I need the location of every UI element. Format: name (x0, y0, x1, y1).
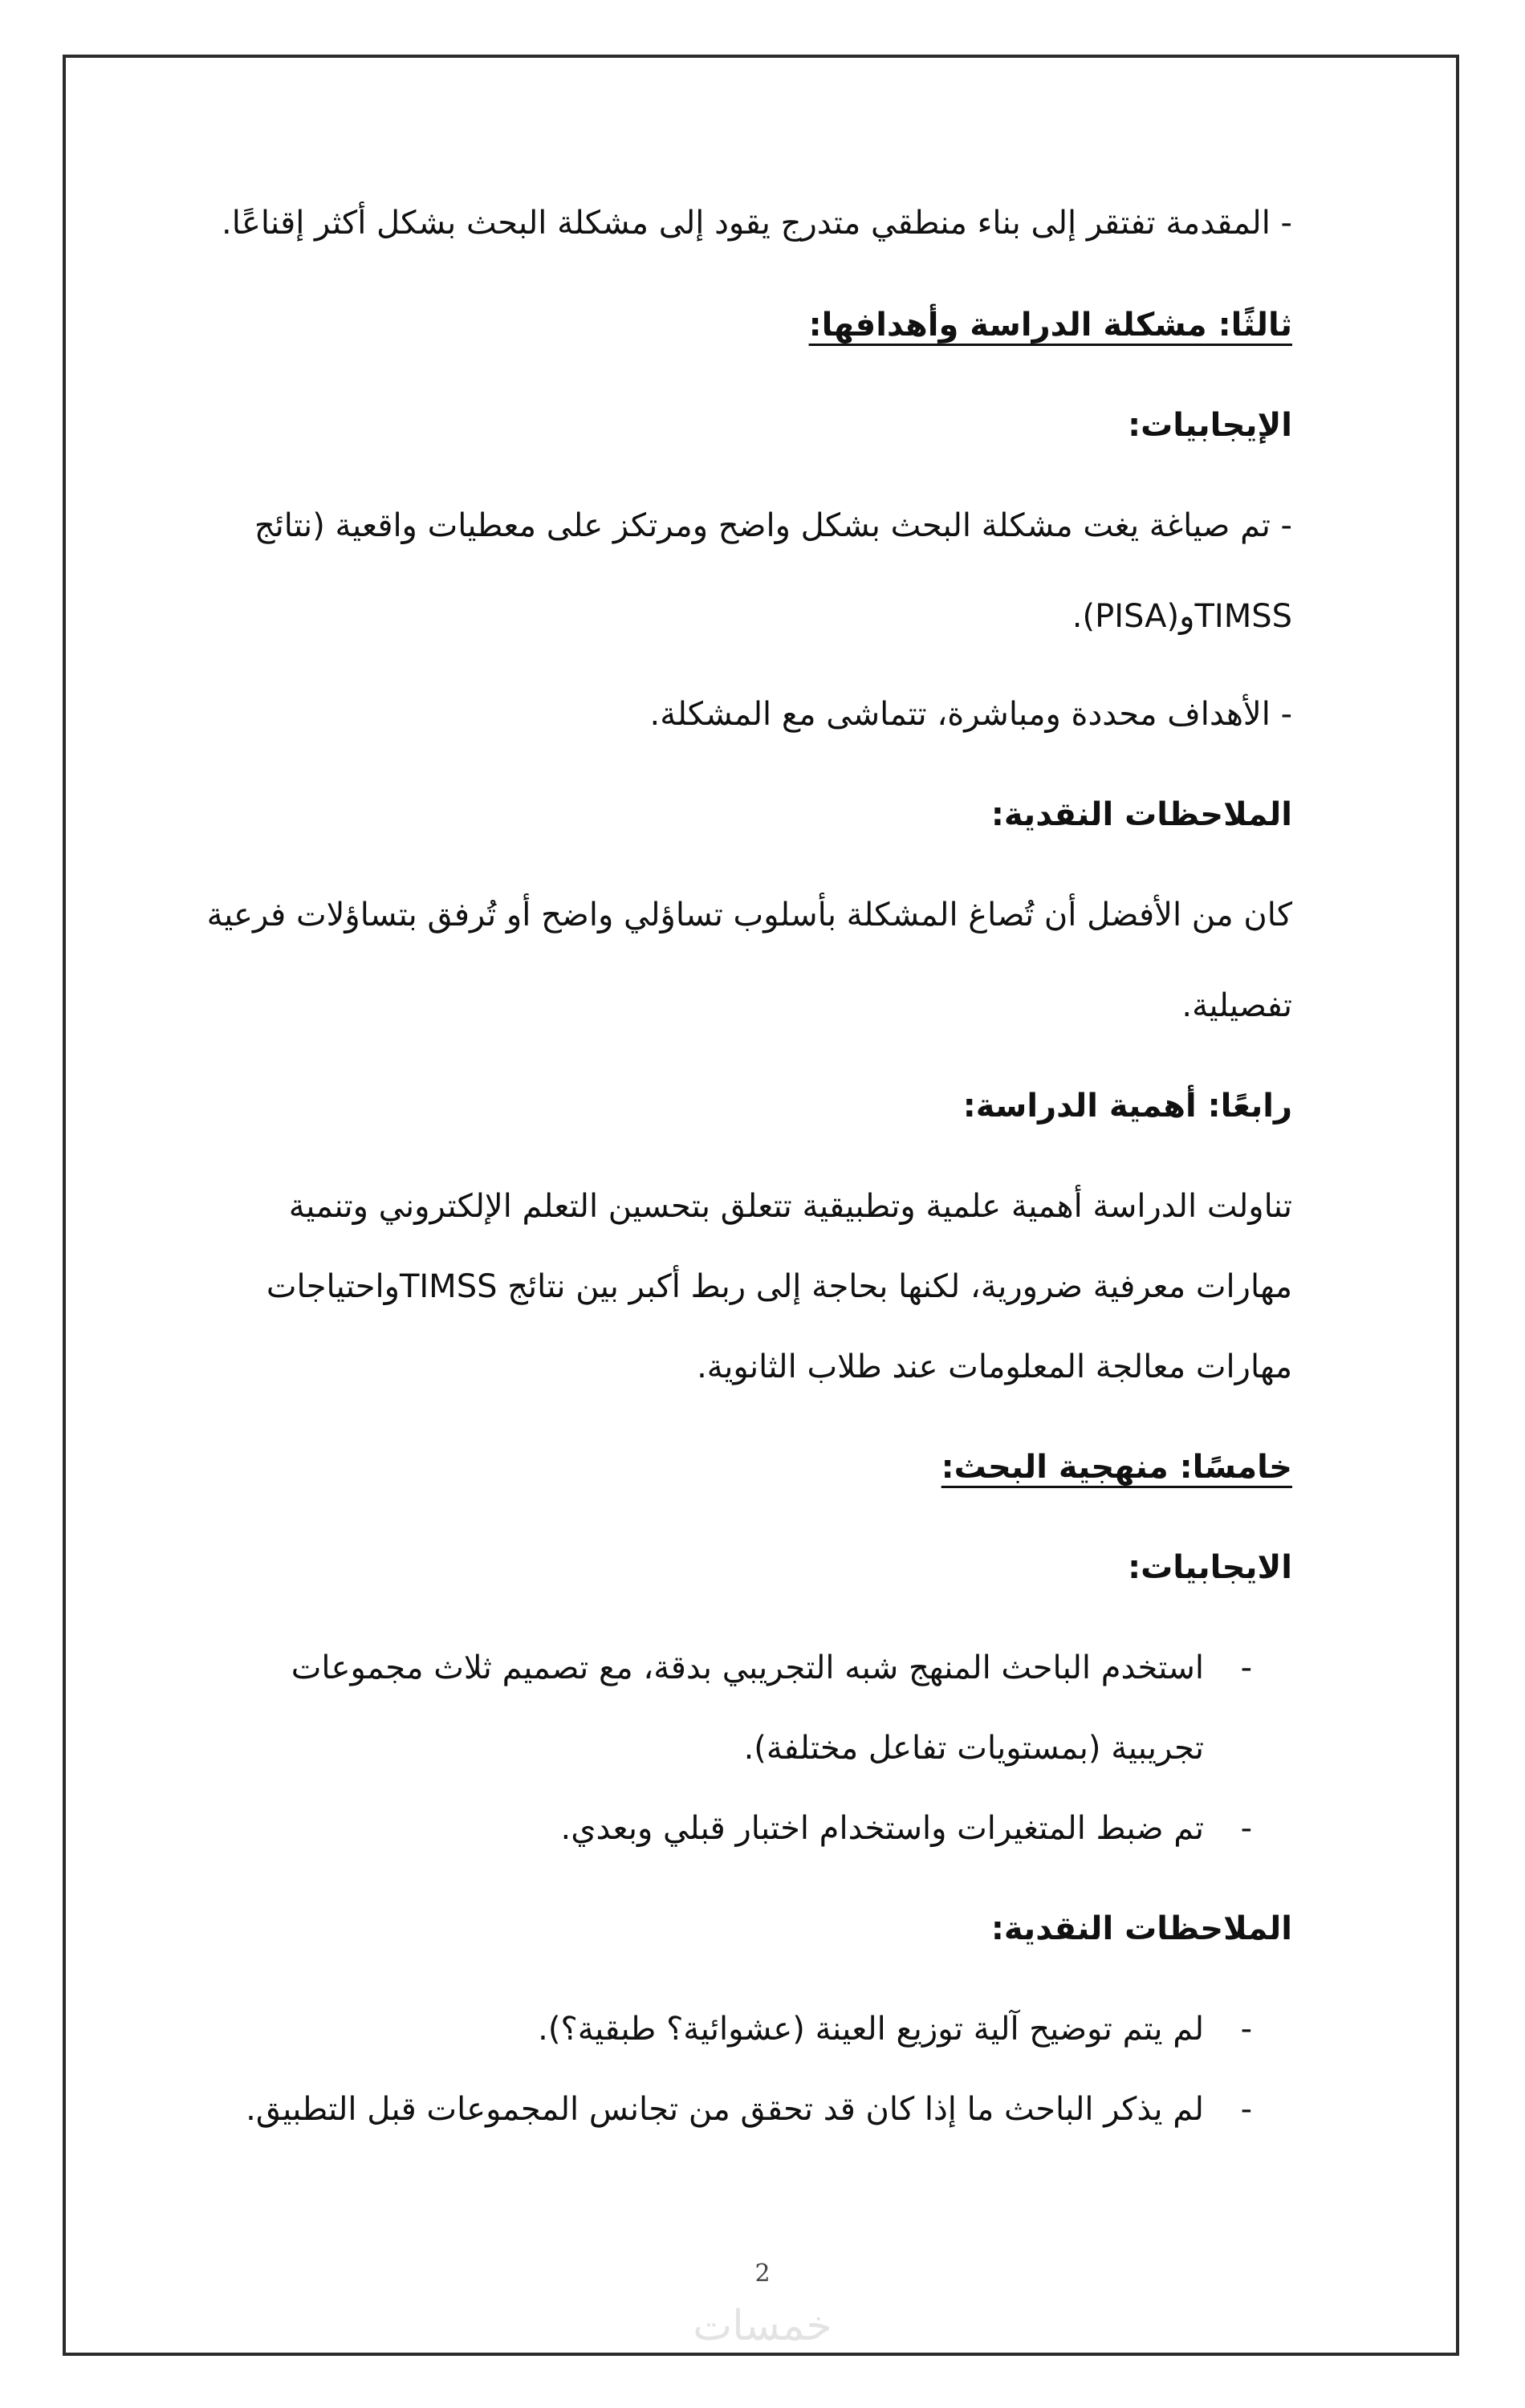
methodology-critical-1: لم يتم توضيح آلية توزيع العينة (عشوائية؟ طبقية؟). (538, 2011, 1204, 2048)
section-4-heading: رابعًا: أهمية الدراسة: (962, 1088, 1292, 1125)
methodology-critical-heading: الملاحظات النقدية: (990, 1910, 1292, 1947)
problem-statement-line-1: - تم صياغة يغت مشكلة البحث بشكل واضح ومرتكز على معطيات واقعية (نتائج (254, 507, 1292, 544)
problem-statement-line-2: TIMSSو(PISA). (1072, 598, 1292, 635)
section-3-heading: ثالثًا: مشكلة الدراسة وأهدافها: (808, 307, 1292, 344)
list-bullet: - (1240, 1810, 1252, 1847)
section-5-heading: خامسًا: منهجية البحث: (941, 1449, 1292, 1486)
positives-heading: الإيجابيات: (1128, 407, 1292, 444)
list-bullet: - (1240, 2091, 1252, 2128)
list-bullet: - (1240, 2011, 1252, 2048)
methodology-positive-1-line-2: تجريبية (بمستويات تفاعل مختلفة). (743, 1730, 1204, 1767)
objectives-line: - الأهداف محددة ومباشرة، تتماشى مع المشكلة. (649, 696, 1292, 733)
importance-line-1: تناولت الدراسة أهمية علمية وتطبيقية تتعلق بتحسين التعلم الإلكتروني وتنمية (288, 1188, 1292, 1225)
watermark-logo: خمسات (693, 2302, 832, 2350)
methodology-positives-heading: الايجابيات: (1128, 1549, 1292, 1586)
methodology-positive-2: تم ضبط المتغيرات واستخدام اختبار قبلي وبعدي. (560, 1810, 1204, 1847)
methodology-critical-2: لم يذكر الباحث ما إذا كان قد تحقق من تجانس المجموعات قبل التطبيق. (246, 2091, 1204, 2128)
list-bullet: - (1240, 1649, 1252, 1686)
importance-line-2: مهارات معرفية ضرورية، لكنها بحاجة إلى ربط أكبر بين نتائج TIMSSواحتياجات (266, 1268, 1292, 1305)
importance-line-3: مهارات معالجة المعلومات عند طلاب الثانوية. (697, 1348, 1292, 1385)
methodology-positive-1-line-1: استخدم الباحث المنهج شبه التجريبي بدقة، مع تصميم ثلاث مجموعات (291, 1649, 1204, 1686)
critical-note-line-1: كان من الأفضل أن تُصاغ المشكلة بأسلوب تساؤلي واضح أو تُرفق بتساؤلات فرعية (206, 897, 1292, 934)
critical-notes-heading: الملاحظات النقدية: (990, 796, 1292, 833)
critical-note-line-2: تفصيلية. (1181, 987, 1292, 1024)
intro-critique-line: - المقدمة تفتقر إلى بناء منطقي متدرج يقود إلى مشكلة البحث بشكل أكثر إقناعًا. (222, 205, 1292, 242)
page-number: 2 (754, 2260, 771, 2288)
